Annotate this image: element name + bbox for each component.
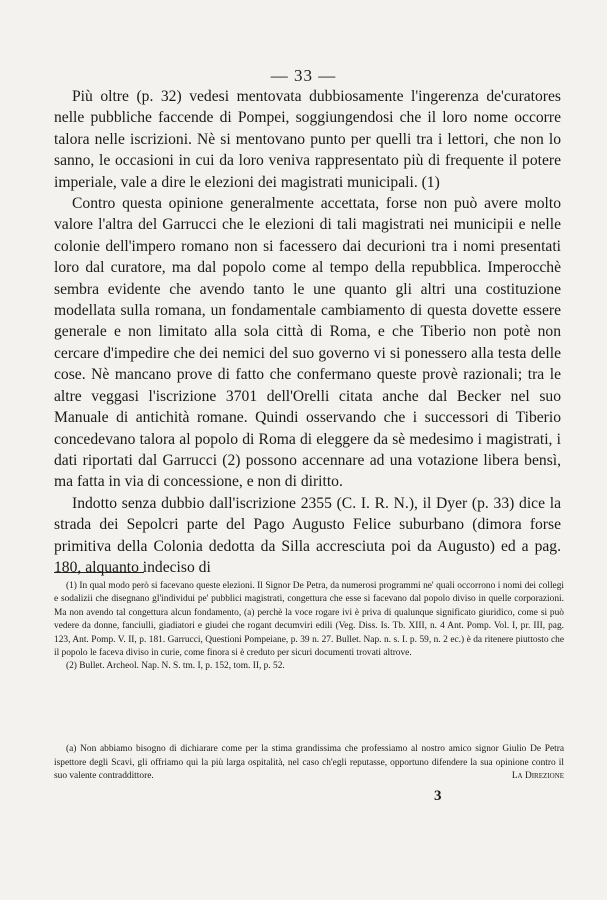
paragraph: Più oltre (p. 32) vedesi mentovata dubbiosamente l'ingerenza de'curatores nelle pubbliche faccende di Pompei, soggiungendosi che il loro nome occorre talora nelle iscrizioni. Nè si mentovano punto per quelli tra i lettori, che non lo sanno, le occasioni in cui da loro veniva rappresentato più di frequente il potere imperiale, vale a dire le elezioni dei magistrati municipali. (1) [54,88,561,191]
footnote: (2) Bullet. Archeol. Nap. N. S. tm. I, p. 152, tom. II, p. 52. [66,661,285,672]
paragraph: Indotto senza dubbio dall'iscrizione 2355 (C. I. R. N.), il Dyer (p. 33) dice la strada dei Sepolcri parte del Pago Augusto Felice suburbano (dimora forse primitiva della Colonia dedotta da Silla accresciuta poi da Augusto) ed a pag. 180, alquanto indeciso di [54,494,561,576]
folio-number: 3 [434,788,442,804]
editor-note-body: (a) Non abbiamo bisogno di dichiarare come per la stima grandissima che professiamo al nostro amico signor Giulio De Petra ispettore degli Scavi, gli offriamo qui la più larga ospitalità, nel caso ch'egli reputasse, opportuno difendere la sua opinione contro il suo valente contraddittore. [54,744,564,782]
page-number: — 33 — [270,66,337,85]
paragraph: Contro questa opinione generalmente accettata, forse non può avere molto valore l'altra del Garrucci che le elezioni di tali magistrati nei municipii e nelle colonie dell'impero romano non si facessero dai decurioni tra i nomi presentati loro dal curatore, ma dal popolo come al tempo della repubblica. Imperocchè sembra evidente che avendo tanto le une quanto gli altri una costituzione modellata sulla romana, un fondamentale cambiamento di questa dovette essere generale e non limitato alla sola città di Roma, e che Tiberio non potè non cercare d'impedire che dei nemici del suo governo vi si ponessero alla testa delle cose. Nè mancano prove di fatto che confermano queste provè razionali; tra le altre veggasi l'iscrizione 3701 dell'Orelli citata anche dal Becker nel suo Manuale di antichità romane. Quindi osservando che i successori di Tiberio concedevano talora al popolo di Roma di eleggere da sè medesimo i magistrati, i dati riportati dal Garrucci (2) possono accennare ad una votazione libera bensì, ma fatta in via di concessione, e non di diritto. [54,195,561,491]
editor-note-text [54,743,564,784]
footnotes [54,580,564,674]
footnote-divider [54,572,144,573]
editor-note [54,743,564,784]
editor-signature: La Direzione [511,771,564,782]
footnote: (1) In qual modo però si facevano queste elezioni. Il Signor De Petra, da numerosi programmi ne' quali occorrono i nomi dei collegi e sodalizii che disegnano gl'individui pe' pubblici magistrati, congettura che esse si facevano dal popolo diviso in quelle corporazioni. Ma non avendo tal congettura alcun fondamento, (a) perchè la voce rogare ivi è priva di qualunque significato giuridico, come si può vedere da donne, fanciulli, giadiatori e giudei che rogant decumviri edili (Veg. Diss. Is. Tb. XIII, n. 4 Ant. Pomp. Vol. I, pr. III, pag. 123, Ant. Pomp. V. II, p. 181. Garrucci, Questioni Pompeiane, p. 39 n. 27. Bullet. Nap. n. s. I. p. 59, n. 2 ec.) è da ritenere piuttosto che il popolo le faceva diviso in curie, come finora si è creduto per sicuri documenti trovati altrove. [54,581,564,659]
body-text [54,86,561,578]
